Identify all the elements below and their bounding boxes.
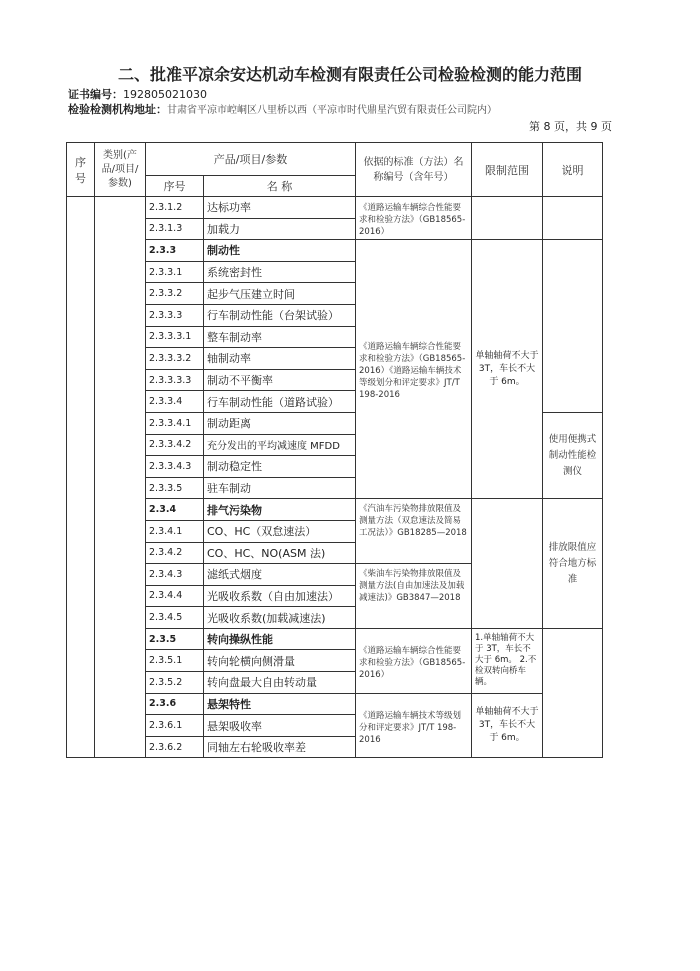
address-text: 甘肃省平凉市崆峒区八里桥以西（平凉市时代鼎星汽贸有限责任公司院内） [167,105,497,116]
row-name: 转向操纵性能 [204,628,356,650]
row-code: 2.3.3.2 [146,283,204,305]
standard-gb3847: 《柴油车污染物排放限值及测量方法(自由加速法及加载减速法)》GB3847—2018 [356,564,472,629]
note-empty [543,197,603,240]
row-code: 2.3.6 [146,693,204,715]
row-code: 2.3.4 [146,499,204,521]
row-name: 光吸收系数（自由加速法） [204,585,356,607]
col-category: 类别(产品/项目/参数) [95,143,146,197]
note-portable-tester: 使用便携式制动性能检测仪 [543,412,603,498]
note-empty [543,240,603,413]
row-code: 2.3.4.5 [146,607,204,629]
standard-gb18565-steering: 《道路运输车辆综合性能要求和检验方法》（GB18565-2016） [356,628,472,693]
row-code: 2.3.4.3 [146,564,204,586]
row-name: CO、HC（双怠速法） [204,520,356,542]
col-param-group: 产品/项目/参数 [146,143,356,176]
page-number: 第 8 页，共 9 页 [529,120,612,133]
col-standard: 依据的标准（方法）名称编号（含年号） [356,143,472,197]
row-name: 制动距离 [204,412,356,434]
row-name: 同轴左右轮吸收率差 [204,736,356,758]
standard-gb18565: 《道路运输车辆综合性能要求和检验方法》（GB18565-2016） [356,197,472,240]
col-seq: 序号 [67,143,95,197]
category-cell [95,197,146,758]
row-code: 2.3.3.1 [146,261,204,283]
col-limit: 限制范围 [472,143,543,197]
standard-gb18285: 《汽油车污染物排放限值及测量方法（双怠速法及简易工况法）》GB18285—2018 [356,499,472,564]
row-code: 2.3.5.1 [146,650,204,672]
row-name: 制动性 [204,240,356,262]
row-code: 2.3.5.2 [146,672,204,694]
limit-empty [472,197,543,240]
row-code: 2.3.3.4.3 [146,456,204,478]
row-name: 加载力 [204,218,356,240]
row-name: 起步气压建立时间 [204,283,356,305]
certificate-line [68,86,207,102]
row-code: 2.3.4.1 [146,520,204,542]
row-name: 滤纸式烟度 [204,564,356,586]
row-code: 2.3.3 [146,240,204,262]
row-code: 2.3.4.2 [146,542,204,564]
limit-steering: 1.单轴轴荷不大于 3T，车长不大于 6m。 2.不检双转向桥车辆。 [472,628,543,693]
row-code: 2.3.3.4.1 [146,412,204,434]
row-name: 光吸收系数(加载减速法) [204,607,356,629]
row-name: 转向轮横向侧滑量 [204,650,356,672]
row-code: 2.3.3.3.2 [146,348,204,370]
row-code: 2.3.1.2 [146,197,204,219]
row-name: 制动不平衡率 [204,369,356,391]
seq-cell [67,197,95,758]
row-name: CO、HC、NO(ASM 法) [204,542,356,564]
page-title: 二、批准平凉余安达机动车检测有限责任公司检验检测的能力范围 [117,65,582,84]
row-name: 转向盘最大自由转动量 [204,672,356,694]
row-name: 驻车制动 [204,477,356,499]
row-name: 行车制动性能（道路试验） [204,391,356,413]
col-sub-name: 名 称 [204,176,356,197]
standard-gb18565-jt198: 《道路运输车辆综合性能要求和检验方法》（GB18565-2016）《道路运输车辆技术等级划分和评定要求》JT/T 198-2016 [356,240,472,499]
cert-label: 证书编号： [68,88,123,101]
limit-suspension: 单轴轴荷不大于 3T，车长不大于 6m。 [472,693,543,758]
row-code: 2.3.3.4 [146,391,204,413]
row-name: 达标功率 [204,197,356,219]
limit-axle-load: 单轴轴荷不大于 3T，车长不大于 6m。 [472,240,543,499]
row-code: 2.3.3.3.3 [146,369,204,391]
note-empty [543,628,603,758]
row-name: 悬架特性 [204,693,356,715]
row-name: 悬架吸收率 [204,715,356,737]
row-name: 充分发出的平均减速度 MFDD [204,434,356,456]
address-line [68,101,497,117]
row-code: 2.3.4.4 [146,585,204,607]
col-sub-seq: 序号 [146,176,204,197]
row-code: 2.3.3.3 [146,304,204,326]
row-code: 2.3.1.3 [146,218,204,240]
row-code: 2.3.6.1 [146,715,204,737]
row-name: 制动稳定性 [204,456,356,478]
row-name: 整车制动率 [204,326,356,348]
col-note: 说明 [543,143,603,197]
capability-table [66,142,603,758]
row-code: 2.3.6.2 [146,736,204,758]
row-code: 2.3.3.4.2 [146,434,204,456]
standard-jt198: 《道路运输车辆技术等级划分和评定要求》JT/T 198-2016 [356,693,472,758]
row-code: 2.3.5 [146,628,204,650]
note-emission-limit: 排放限值应符合地方标准 [543,499,603,629]
address-label: 检验检测机构地址： [68,103,167,116]
row-code: 2.3.3.5 [146,477,204,499]
cert-number: 192805021030 [123,88,207,101]
row-name: 轴制动率 [204,348,356,370]
row-name: 系统密封性 [204,261,356,283]
row-code: 2.3.3.3.1 [146,326,204,348]
limit-empty [472,499,543,629]
row-name: 排气污染物 [204,499,356,521]
row-name: 行车制动性能（台架试验） [204,304,356,326]
